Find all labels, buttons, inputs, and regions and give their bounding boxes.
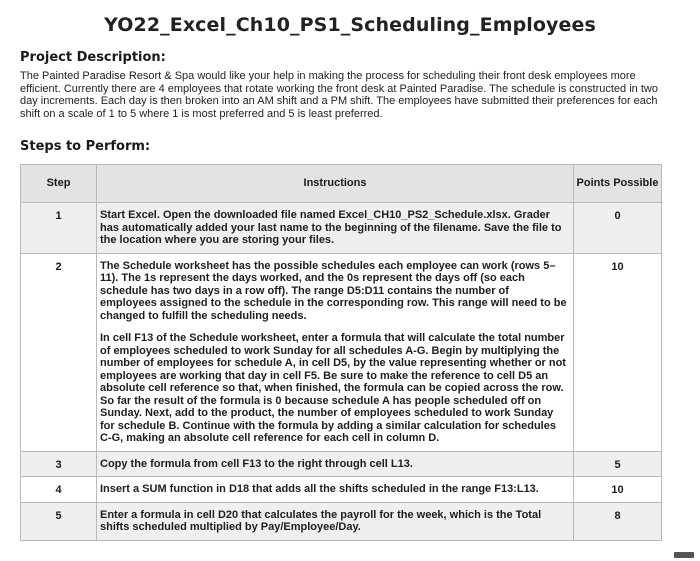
table-row [21, 502, 662, 540]
instruction-paragraph: Copy the formula from cell F13 to the right through cell L13. [100, 457, 413, 470]
corner-marker [674, 552, 694, 558]
step-column-header: Step [21, 165, 97, 203]
step-points: 10 [574, 253, 662, 451]
step-instructions [97, 477, 574, 503]
table-row [21, 253, 662, 451]
step-number: 5 [21, 502, 97, 540]
step-points: 8 [574, 502, 662, 540]
step-points: 5 [574, 451, 662, 477]
instruction-paragraph: In cell F13 of the Schedule worksheet, enter a formula that will calculate the total number of employees scheduled to work Sunday for all schedules A-G. Begin by multiplying the number of employees for schedule A, in cell D5, by the value representing whether or not employees are working that day in cell F5. Be sure to make the reference to cell D5 an absolute cell reference so that, when finished, the formula can be copied across the row. So far the result of the formula is 0 because schedule A has people scheduled off on Sunday. Next, add to the product, the number of employees scheduled to work Sunday for schedule B. Continue with the formula by adding a similar calculation for schedules C-G, making an absolute cell reference for each cell in column D. [100, 332, 566, 444]
project-description-text: The Painted Paradise Resort & Spa would like your help in making the process for scheduling their front desk employees more efficient. Currently there are 4 employees that rotate working the front desk at Painted Paradise. The schedule is constructed in two day increments. Each day is then broken into an AM shift and a PM shift. The employees have submitted their preferences for each shift on a scale of 1 to 5 where 1 is most preferred and 5 is least preferred. [20, 70, 658, 120]
step-number: 2 [21, 253, 97, 451]
table-row [21, 477, 662, 503]
instruction-paragraph: Insert a SUM function in D18 that adds all the shifts scheduled in the range F13:L13. [100, 483, 539, 495]
steps-heading: Steps to Perform: [20, 139, 151, 154]
step-number: 4 [21, 477, 97, 503]
step-points: 0 [574, 203, 662, 254]
step-points: 10 [574, 477, 662, 503]
instruction-paragraph: Start Excel. Open the downloaded file named Excel_CH10_PS2_Schedule.xlsx. Grader has automatically added your last name to the beginning of the filename. Save the file to the location where you are storing your files. [100, 209, 562, 246]
instruction-paragraph: Enter a formula in cell D20 that calculates the payroll for the week, which is the Total shifts scheduled multiplied by Pay/Employee/Day. [100, 508, 542, 533]
steps-table [20, 164, 662, 541]
step-number: 1 [21, 203, 97, 254]
table-header-row [21, 165, 662, 203]
step-instructions [97, 451, 574, 477]
step-instructions [97, 203, 574, 254]
points-column-header: Points Possible [574, 165, 662, 203]
instructions-column-header: Instructions [97, 165, 574, 203]
table-row [21, 451, 662, 477]
step-number: 3 [21, 451, 97, 477]
document-title: YO22_Excel_Ch10_PS1_Scheduling_Employees [104, 14, 596, 36]
table-row [21, 203, 662, 254]
step-instructions [97, 253, 574, 451]
project-description-heading: Project Description: [20, 50, 166, 65]
step-instructions [97, 502, 574, 540]
instruction-paragraph: The Schedule worksheet has the possible schedules each employee can work (rows 5–11). The 1s represent the days worked, and the 0s represent the days off (so each schedule has two days in a row off). The range D5:D11 contains the number of employees assigned to the schedule in the corresponding row. This range will need to be changed to fulfill the scheduling needs. [100, 259, 567, 322]
